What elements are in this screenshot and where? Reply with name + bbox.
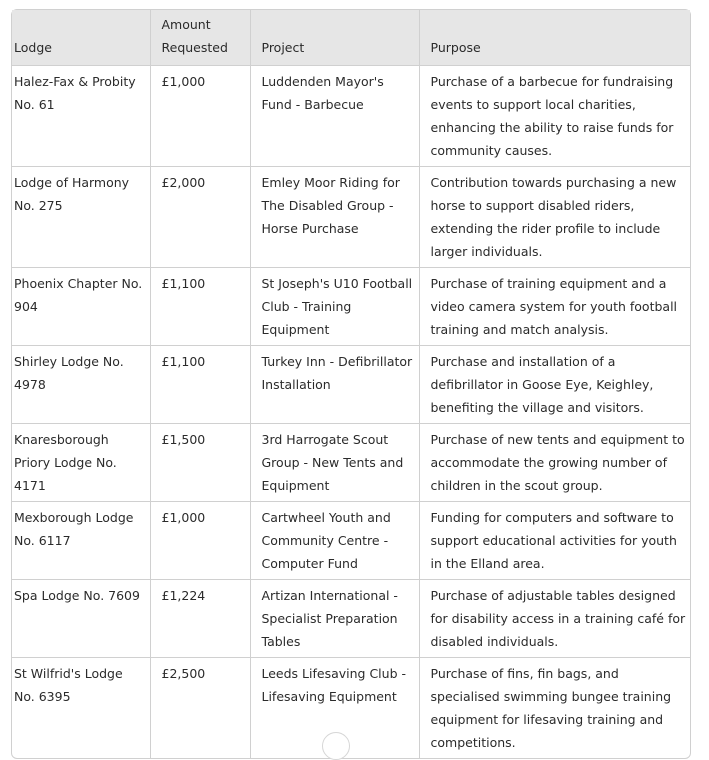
cell-purpose: Contribution towards purchasing a new horse to support disabled riders, extending the rider profile to include larger individuals. (419, 167, 690, 268)
cell-project: 3rd Harrogate Scout Group - New Tents and Equipment (250, 424, 419, 502)
cell-amount: £1,000 (150, 66, 250, 167)
table-row (12, 268, 690, 346)
table-row (12, 346, 690, 424)
cell-lodge: Phoenix Chapter No. 904 (12, 268, 150, 346)
cell-purpose: Purchase of fins, fin bags, and specialised swimming bungee training equipment for lifesaving training and competitions. (430, 666, 672, 750)
cell-lodge: Spa Lodge No. 7609 (12, 580, 150, 658)
cell-lodge: Lodge of Harmony No. 275 (12, 167, 150, 268)
header-project: Project (250, 10, 419, 66)
cell-project: Luddenden Mayor's Fund - Barbecue (250, 66, 419, 167)
cell-project: Cartwheel Youth and Community Centre - Computer Fund (250, 502, 419, 580)
cell-project: St Joseph's U10 Football Club - Training Equipment (250, 268, 419, 346)
scroll-down-button[interactable] (322, 732, 350, 760)
cell-purpose: Purchase of a barbecue for fundraising events to support local charities, enhancing the ability to raise funds for community causes. (419, 66, 690, 167)
table-row (12, 658, 690, 759)
cell-purpose: Purchase of adjustable tables designed for disability access in a training café for disabled individuals. (419, 580, 690, 658)
header-purpose: Purpose (419, 10, 690, 66)
table-row (12, 580, 690, 658)
cell-project: Artizan International - Specialist Preparation Tables (250, 580, 419, 658)
grants-table (12, 10, 690, 758)
header-amount-requested: Amount Requested (150, 10, 250, 66)
cell-project: Turkey Inn - Defibrillator Installation (250, 346, 419, 424)
cell-lodge: Mexborough Lodge No. 6117 (12, 502, 150, 580)
cell-purpose: Purchase of training equipment and a video camera system for youth football training and match analysis. (419, 268, 690, 346)
cell-amount: £1,500 (150, 424, 250, 502)
cell-amount: £1,100 (150, 346, 250, 424)
cell-purpose: Purchase and installation of a defibrillator in Goose Eye, Keighley, benefiting the village and visitors. (419, 346, 690, 424)
cell-project: Emley Moor Riding for The Disabled Group - Horse Purchase (250, 167, 419, 268)
cell-purpose: Purchase of new tents and equipment to accommodate the growing number of children in the scout group. (419, 424, 690, 502)
table-row (12, 502, 690, 580)
cell-amount: £1,000 (150, 502, 250, 580)
cell-lodge: Halez-Fax & Probity No. 61 (12, 66, 150, 167)
cell-lodge: Knaresborough Priory Lodge No. 4171 (12, 424, 150, 502)
header-lodge: Lodge (12, 10, 150, 66)
cell-lodge: Shirley Lodge No. 4978 (12, 346, 150, 424)
cell-amount: £1,224 (150, 580, 250, 658)
table-row (12, 66, 690, 167)
cell-amount: £2,500 (150, 658, 250, 759)
table-row (12, 167, 690, 268)
cell-amount: £2,000 (150, 167, 250, 268)
table-header-row (12, 10, 690, 66)
cell-purpose: Funding for computers and software to support educational activities for youth in the Elland area. (419, 502, 690, 580)
cell-lodge: St Wilfrid's Lodge No. 6395 (12, 658, 150, 759)
cell-project: Leeds Lifesaving Club - Lifesaving Equipment (250, 658, 419, 759)
grants-table-container (11, 9, 691, 759)
table-row (12, 424, 690, 502)
cell-amount: £1,100 (150, 268, 250, 346)
